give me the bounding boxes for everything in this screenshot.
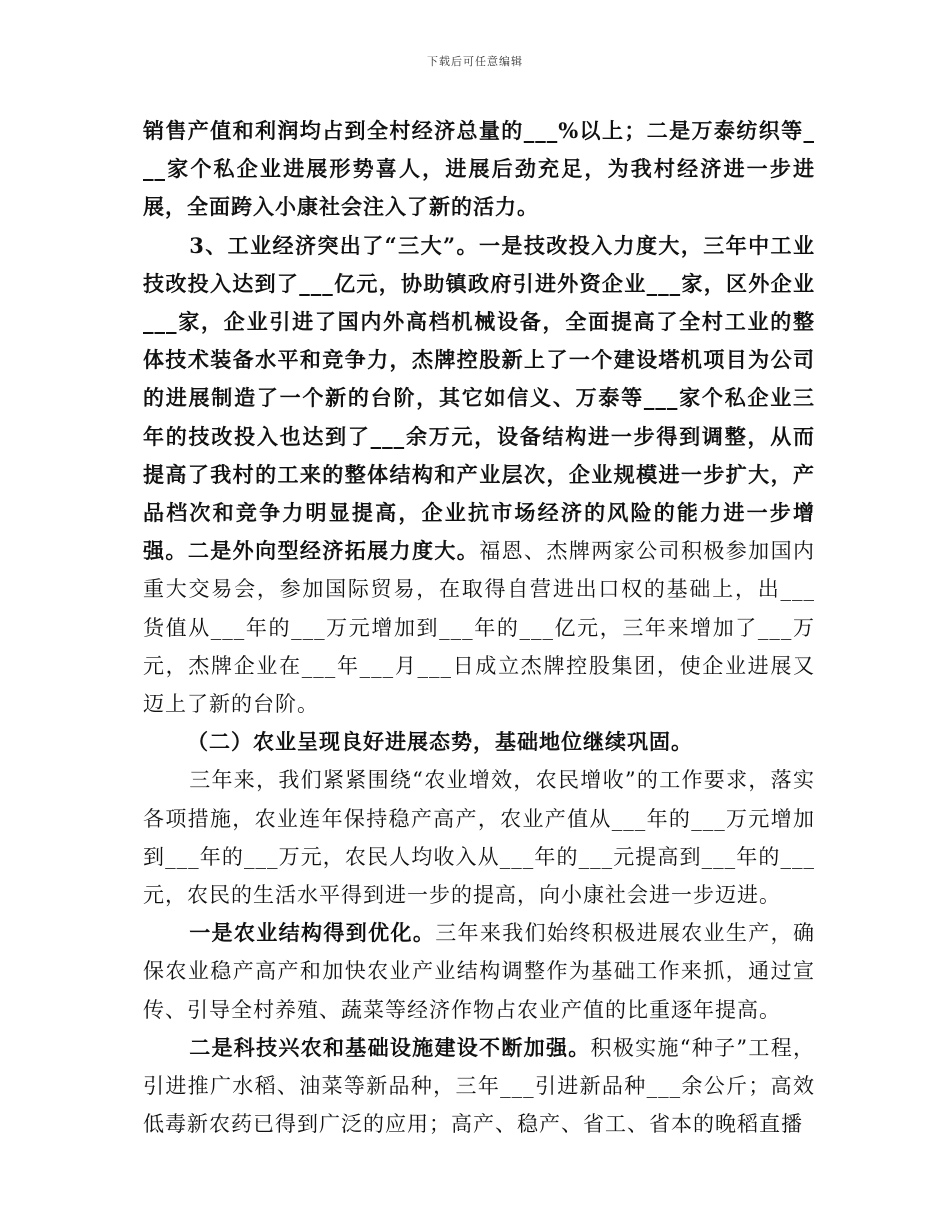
paragraph-bold-text: 销售产值和利润均占到全村经济总量的___%以上；二是万泰纺织等___家个私企业进展形势喜人，进展后劲充足，为我村经济进一步进展，全面跨入小康社会注入了新的活力。 — [143, 118, 815, 220]
heading-text: （二）农业呈现良好进展态势，基础地位继续巩固。 — [187, 729, 693, 755]
paragraph-structure-optimized — [143, 914, 815, 1029]
paragraph-text: 三年来，我们紧紧围绕“农业增效，农民增收”的工作要求，落实各项措施，农业连年保持稳产高产，农业产值从___年的___万元增加到___年的___万元，农民人均收入从___年的___元提高到___年的___元，农民的生活水平得到进一步的提高，向小康社会进一步迈进。 — [143, 768, 815, 908]
section-heading-agriculture — [143, 723, 815, 761]
paragraph-bold-text: 一是农业结构得到优化。 — [189, 920, 436, 946]
paragraph-bold-text: 二是科技兴农和基础设施建设不断加强。 — [189, 1034, 591, 1060]
paragraph-continuation — [143, 112, 815, 227]
page-header: 下载后可任意编辑 — [427, 55, 523, 68]
paragraph-text: 积极实施“种子”工程，引进推广水稻、油菜等新品种，三年___引进新品种___余公斤；高效低毒新农药已得到广泛的应用；高产、稳产、省工、省本的晚稻直播 — [143, 1035, 815, 1137]
paragraph-bold-text: 3、工业经济突出了“三大”。一是技改投入力度大，三年中工业技改投入达到了___亿元，协助镇政府引进外资企业___家，区外企业___家，企业引进了国内外高档机械设备，全面提高了全村工业的整体技术装备水平和竞争力，杰牌控股新上了一个建设塔机项目为公司的进展制造了一个新的台阶，其它如信义、万泰等___家个私企业三年的技改投入也达到了___余万元，设备结构进一步得到调整，从而提高了我村的工来的整体结构和产业层次，企业规模进一步扩大，产品档次和竞争力明显提高，企业抗市场经济的风险的能力进一步增强。二是外向型经济拓展力度大。 — [143, 232, 815, 564]
document-body — [143, 112, 815, 1143]
paragraph-science-agriculture — [143, 1029, 815, 1144]
paragraph-industrial-economy — [143, 227, 815, 724]
paragraph-text: 福恩、杰牌两家公司积极参加国内重大交易会，参加国际贸易，在取得自营进出口权的基础上，出___货值从___年的___万元增加到___年的___亿元，三年来增加了___万元，杰牌企业在___年___月___日成立杰牌控股集团，使企业进展又迈上了新的台阶。 — [143, 539, 816, 717]
paragraph-text: 三年来我们始终积极进展农业生产，确保农业稳产高产和加快农业产业结构调整作为基础工作来抓，通过宣传、引导全村养殖、蔬菜等经济作物占农业产值的比重逐年提高。 — [143, 921, 816, 1022]
paragraph-agriculture-overview — [143, 761, 815, 914]
